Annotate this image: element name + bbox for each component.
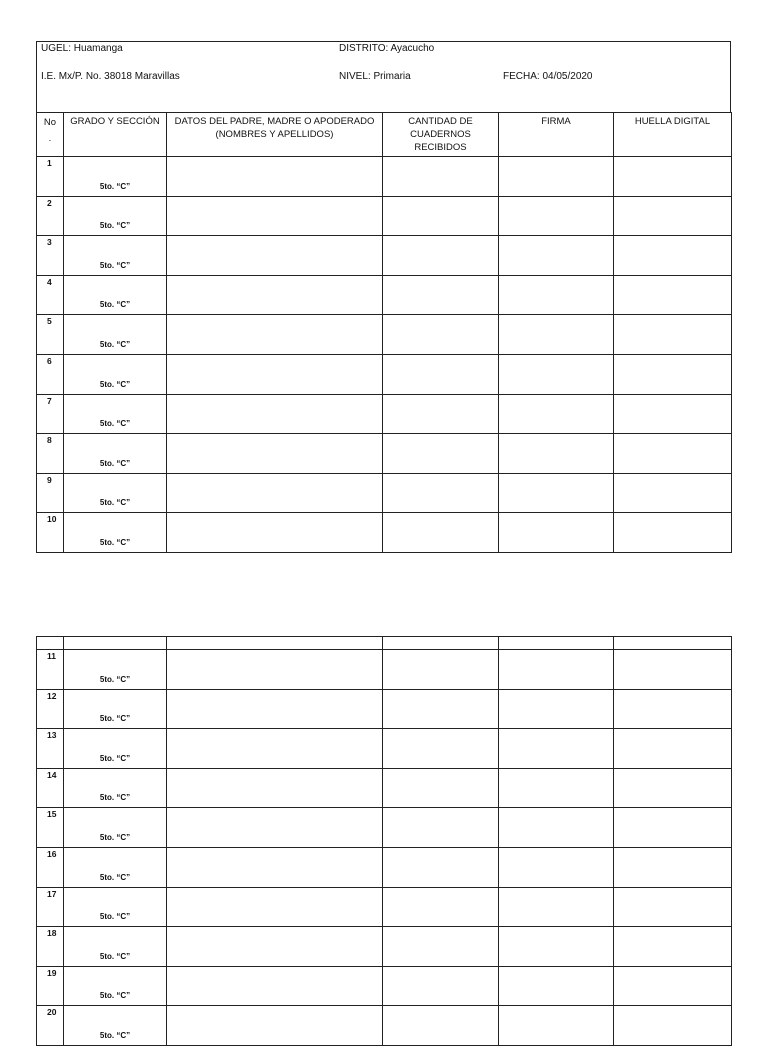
row-number: 11 bbox=[37, 650, 64, 690]
table-row bbox=[37, 434, 732, 474]
row-grado: 5to. “C” bbox=[64, 275, 167, 315]
row-huella-field bbox=[614, 315, 732, 355]
row-grado: 5to. “C” bbox=[64, 689, 167, 729]
row-grado: 5to. “C” bbox=[64, 196, 167, 236]
row-firma-field bbox=[499, 434, 614, 474]
row-firma-field bbox=[499, 157, 614, 197]
row-number: 8 bbox=[37, 434, 64, 474]
row-grado: 5to. “C” bbox=[64, 157, 167, 197]
row-firma-field bbox=[499, 315, 614, 355]
row-datos-field bbox=[167, 927, 383, 967]
row-firma-field bbox=[499, 689, 614, 729]
nivel-label: NIVEL: Primaria bbox=[339, 71, 411, 82]
fecha-label: FECHA: 04/05/2020 bbox=[503, 71, 593, 82]
row-number: 13 bbox=[37, 729, 64, 769]
row-datos-field bbox=[167, 275, 383, 315]
row-grado: 5to. “C” bbox=[64, 513, 167, 553]
row-grado: 5to. “C” bbox=[64, 1006, 167, 1046]
col-firma: FIRMA bbox=[499, 113, 614, 157]
row-grado: 5to. “C” bbox=[64, 315, 167, 355]
table-row bbox=[37, 966, 732, 1006]
table-row bbox=[37, 927, 732, 967]
row-firma-field bbox=[499, 768, 614, 808]
row-datos-field bbox=[167, 394, 383, 434]
col-grado: GRADO Y SECCIÓN bbox=[64, 113, 167, 157]
blank-header-row bbox=[37, 637, 732, 650]
delivery-table-page-2 bbox=[36, 636, 732, 1046]
row-grado: 5to. “C” bbox=[64, 887, 167, 927]
row-grado: 5to. “C” bbox=[64, 394, 167, 434]
table-header-row bbox=[37, 113, 732, 157]
row-firma-field bbox=[499, 473, 614, 513]
row-datos-field bbox=[167, 650, 383, 690]
row-grado: 5to. “C” bbox=[64, 847, 167, 887]
row-firma-field bbox=[499, 847, 614, 887]
table-row bbox=[37, 236, 732, 276]
row-firma-field bbox=[499, 1006, 614, 1046]
row-firma-field bbox=[499, 354, 614, 394]
row-cantidad-field bbox=[383, 650, 499, 690]
row-datos-field bbox=[167, 808, 383, 848]
table-row bbox=[37, 729, 732, 769]
row-huella-field bbox=[614, 729, 732, 769]
row-number: 6 bbox=[37, 354, 64, 394]
table-row bbox=[37, 513, 732, 553]
row-cantidad-field bbox=[383, 966, 499, 1006]
delivery-table-page-1 bbox=[36, 112, 732, 553]
row-number: 12 bbox=[37, 689, 64, 729]
row-grado: 5to. “C” bbox=[64, 650, 167, 690]
row-number: 9 bbox=[37, 473, 64, 513]
row-datos-field bbox=[167, 354, 383, 394]
row-huella-field bbox=[614, 157, 732, 197]
row-firma-field bbox=[499, 236, 614, 276]
row-huella-field bbox=[614, 650, 732, 690]
row-datos-field bbox=[167, 729, 383, 769]
row-huella-field bbox=[614, 887, 732, 927]
row-firma-field bbox=[499, 196, 614, 236]
table-row bbox=[37, 473, 732, 513]
row-grado: 5to. “C” bbox=[64, 729, 167, 769]
table-row bbox=[37, 275, 732, 315]
row-huella-field bbox=[614, 808, 732, 848]
col-huella: HUELLA DIGITAL bbox=[614, 113, 732, 157]
row-datos-field bbox=[167, 966, 383, 1006]
row-grado: 5to. “C” bbox=[64, 236, 167, 276]
row-grado: 5to. “C” bbox=[64, 966, 167, 1006]
row-grado: 5to. “C” bbox=[64, 768, 167, 808]
row-huella-field bbox=[614, 768, 732, 808]
row-firma-field bbox=[499, 927, 614, 967]
row-huella-field bbox=[614, 434, 732, 474]
row-number: 10 bbox=[37, 513, 64, 553]
table-row bbox=[37, 887, 732, 927]
row-datos-field bbox=[167, 196, 383, 236]
row-datos-field bbox=[167, 513, 383, 553]
row-firma-field bbox=[499, 394, 614, 434]
table-row bbox=[37, 157, 732, 197]
row-datos-field bbox=[167, 315, 383, 355]
row-huella-field bbox=[614, 354, 732, 394]
row-cantidad-field bbox=[383, 768, 499, 808]
row-firma-field bbox=[499, 887, 614, 927]
row-datos-field bbox=[167, 689, 383, 729]
row-number: 17 bbox=[37, 887, 64, 927]
row-cantidad-field bbox=[383, 394, 499, 434]
col-datos: DATOS DEL PADRE, MADRE O APODERADO (NOMBRES Y APELLIDOS) bbox=[167, 113, 383, 157]
ie-label: I.E. Mx/P. No. 38018 Maravillas bbox=[41, 71, 180, 82]
row-cantidad-field bbox=[383, 354, 499, 394]
row-huella-field bbox=[614, 275, 732, 315]
table-row bbox=[37, 196, 732, 236]
row-cantidad-field bbox=[383, 196, 499, 236]
row-firma-field bbox=[499, 729, 614, 769]
table-row bbox=[37, 354, 732, 394]
row-number: 18 bbox=[37, 927, 64, 967]
row-firma-field bbox=[499, 808, 614, 848]
row-number: 5 bbox=[37, 315, 64, 355]
row-number: 7 bbox=[37, 394, 64, 434]
row-number: 16 bbox=[37, 847, 64, 887]
row-huella-field bbox=[614, 847, 732, 887]
row-number: 2 bbox=[37, 196, 64, 236]
row-number: 4 bbox=[37, 275, 64, 315]
table-row bbox=[37, 650, 732, 690]
row-cantidad-field bbox=[383, 236, 499, 276]
row-huella-field bbox=[614, 689, 732, 729]
table-row bbox=[37, 768, 732, 808]
row-number: 3 bbox=[37, 236, 64, 276]
col-cantidad: CANTIDAD DE CUADERNOS RECIBIDOS bbox=[383, 113, 499, 157]
row-huella-field bbox=[614, 394, 732, 434]
row-huella-field bbox=[614, 196, 732, 236]
row-firma-field bbox=[499, 275, 614, 315]
row-number: 20 bbox=[37, 1006, 64, 1046]
row-cantidad-field bbox=[383, 729, 499, 769]
row-cantidad-field bbox=[383, 808, 499, 848]
row-cantidad-field bbox=[383, 1006, 499, 1046]
row-cantidad-field bbox=[383, 689, 499, 729]
row-huella-field bbox=[614, 473, 732, 513]
row-grado: 5to. “C” bbox=[64, 927, 167, 967]
row-datos-field bbox=[167, 434, 383, 474]
row-firma-field bbox=[499, 650, 614, 690]
document-header bbox=[36, 41, 731, 112]
row-cantidad-field bbox=[383, 434, 499, 474]
row-huella-field bbox=[614, 1006, 732, 1046]
row-grado: 5to. “C” bbox=[64, 473, 167, 513]
row-huella-field bbox=[614, 236, 732, 276]
row-datos-field bbox=[167, 1006, 383, 1046]
row-firma-field bbox=[499, 513, 614, 553]
row-datos-field bbox=[167, 768, 383, 808]
table-row bbox=[37, 315, 732, 355]
distrito-label: DISTRITO: Ayacucho bbox=[339, 43, 435, 54]
row-cantidad-field bbox=[383, 513, 499, 553]
row-grado: 5to. “C” bbox=[64, 808, 167, 848]
row-datos-field bbox=[167, 157, 383, 197]
table-row bbox=[37, 1006, 732, 1046]
row-cantidad-field bbox=[383, 157, 499, 197]
table-row bbox=[37, 808, 732, 848]
row-huella-field bbox=[614, 966, 732, 1006]
row-datos-field bbox=[167, 236, 383, 276]
row-datos-field bbox=[167, 847, 383, 887]
row-firma-field bbox=[499, 966, 614, 1006]
row-datos-field bbox=[167, 887, 383, 927]
row-cantidad-field bbox=[383, 473, 499, 513]
table-row bbox=[37, 689, 732, 729]
row-number: 14 bbox=[37, 768, 64, 808]
row-number: 15 bbox=[37, 808, 64, 848]
row-number: 19 bbox=[37, 966, 64, 1006]
row-cantidad-field bbox=[383, 847, 499, 887]
col-no: No . bbox=[37, 113, 64, 157]
row-cantidad-field bbox=[383, 927, 499, 967]
row-number: 1 bbox=[37, 157, 64, 197]
row-cantidad-field bbox=[383, 887, 499, 927]
row-cantidad-field bbox=[383, 275, 499, 315]
row-huella-field bbox=[614, 927, 732, 967]
ugel-label: UGEL: Huamanga bbox=[41, 43, 123, 54]
row-datos-field bbox=[167, 473, 383, 513]
row-huella-field bbox=[614, 513, 732, 553]
table-row bbox=[37, 394, 732, 434]
row-grado: 5to. “C” bbox=[64, 434, 167, 474]
row-grado: 5to. “C” bbox=[64, 354, 167, 394]
table-row bbox=[37, 847, 732, 887]
row-cantidad-field bbox=[383, 315, 499, 355]
